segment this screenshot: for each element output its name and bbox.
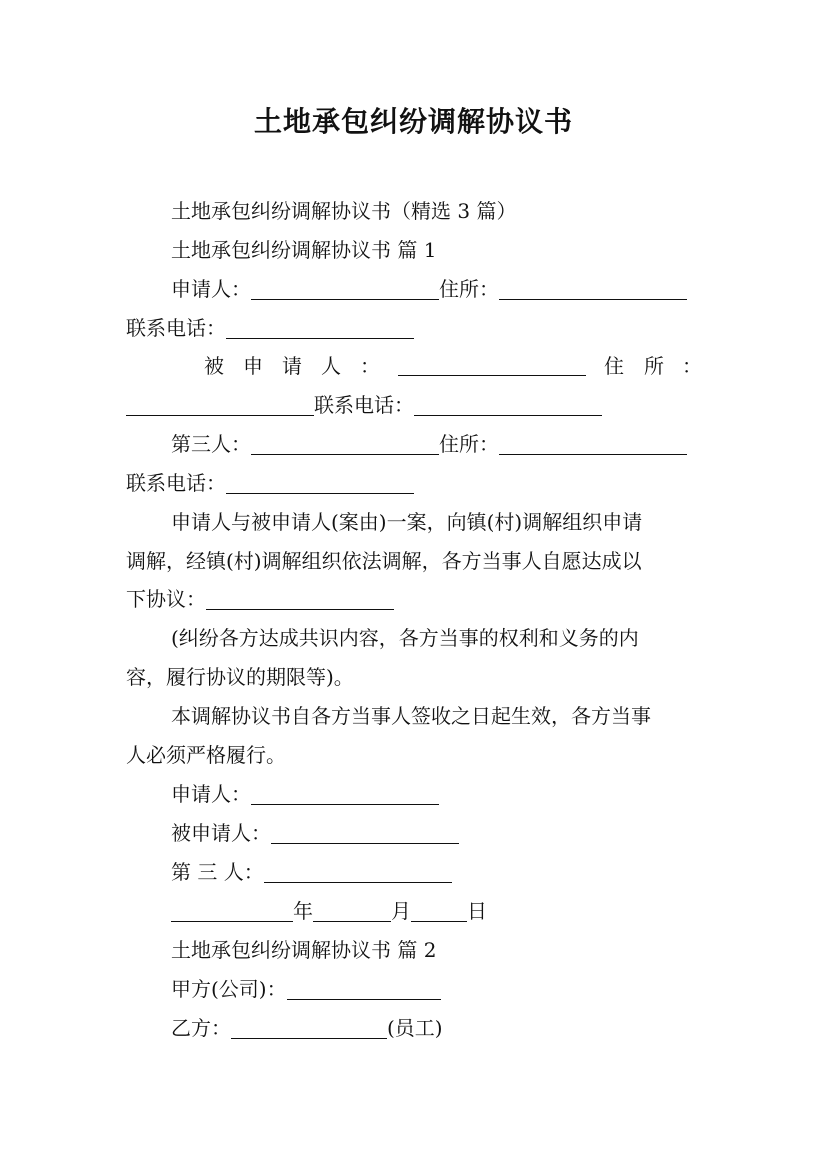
year-blank[interactable] [171,901,293,922]
respondent-char: 被 [204,354,224,378]
signature-applicant-blank[interactable] [251,784,439,805]
document-title: 土地承包纠纷调解协议书 [253,105,573,138]
party-b-blank[interactable] [231,1018,387,1039]
third-party-address-label: 住所： [439,432,499,456]
respondent-address-char: 住 [604,354,624,378]
day-blank[interactable] [411,901,467,922]
day-label: 日 [467,899,487,923]
signature-respondent-blank[interactable] [271,823,459,844]
third-party-phone-blank[interactable] [226,473,414,494]
applicant-line [171,276,687,302]
respondent-blank[interactable] [398,355,586,376]
respondent-char: 人 [321,354,341,378]
party-a-blank[interactable] [287,979,441,1000]
party-b-label: 乙方： [171,1016,231,1040]
body-paragraph-3-line-1: 本调解协议书自各方当事人签收之日起生效，各方当事 [171,704,651,728]
signature-third-party-line [171,859,452,885]
month-blank[interactable] [313,901,391,922]
respondent-phone-blank[interactable] [414,395,602,416]
applicant-blank[interactable] [251,279,439,300]
third-party-blank[interactable] [251,434,439,455]
signature-respondent-label: 被申请人： [171,821,271,845]
applicant-address-blank[interactable] [499,279,687,300]
respondent-phone-label: 联系电话： [314,393,414,417]
body-paragraph-1-line-3 [126,586,394,612]
agreement-blank[interactable] [206,589,394,610]
body-paragraph-2-line-1: (纠纷各方达成共识内容，各方当事的权利和义务的内 [171,626,639,650]
applicant-phone-blank[interactable] [226,318,414,339]
respondent-char: ： [360,354,380,378]
signature-third-party-blank[interactable] [264,862,452,883]
year-label: 年 [293,899,313,923]
respondent-address-char: ： [682,354,702,378]
party-a-line [171,976,441,1002]
respondent-address-char: 所 [644,354,664,378]
signature-applicant-label: 申请人： [171,782,251,806]
subtitle: 土地承包纠纷调解协议书（精选 3 篇） [171,199,517,223]
signature-third-party-label: 第 三 人： [171,860,264,884]
body-paragraph-3-line-2: 人必须严格履行。 [126,743,286,767]
third-party-label: 第三人： [171,432,251,456]
third-party-phone-label: 联系电话： [126,471,226,495]
party-b-suffix: (员工) [387,1016,443,1040]
respondent-char: 申 [243,354,263,378]
applicant-address-label: 住所： [439,277,499,301]
third-party-address-blank[interactable] [499,434,687,455]
signature-respondent-line [171,820,459,846]
applicant-phone-label: 联系电话： [126,316,226,340]
signature-applicant-line [171,781,439,807]
respondent-address-blank[interactable] [126,395,314,416]
month-label: 月 [391,899,411,923]
third-party-line [171,431,687,457]
applicant-phone-line [126,315,414,341]
body-paragraph-1-line-2: 调解，经镇(村)调解组织依法调解，各方当事人自愿达成以 [126,549,642,573]
body-paragraph-1-line-1: 申请人与被申请人(案由)一案，向镇(村)调解组织申请 [171,510,643,534]
respondent-char: 请 [282,354,302,378]
agreement-label: 下协议： [126,587,206,611]
respondent-phone-line [126,392,602,418]
applicant-label: 申请人： [171,277,251,301]
date-line [171,898,487,924]
party-a-label: 甲方(公司)： [171,977,287,1001]
part1-heading: 土地承包纠纷调解协议书 篇 1 [171,238,437,262]
body-paragraph-2-line-2: 容，履行协议的期限等)。 [126,665,354,689]
party-b-line [171,1015,443,1041]
third-party-phone-line [126,470,414,496]
part2-heading: 土地承包纠纷调解协议书 篇 2 [171,938,437,962]
